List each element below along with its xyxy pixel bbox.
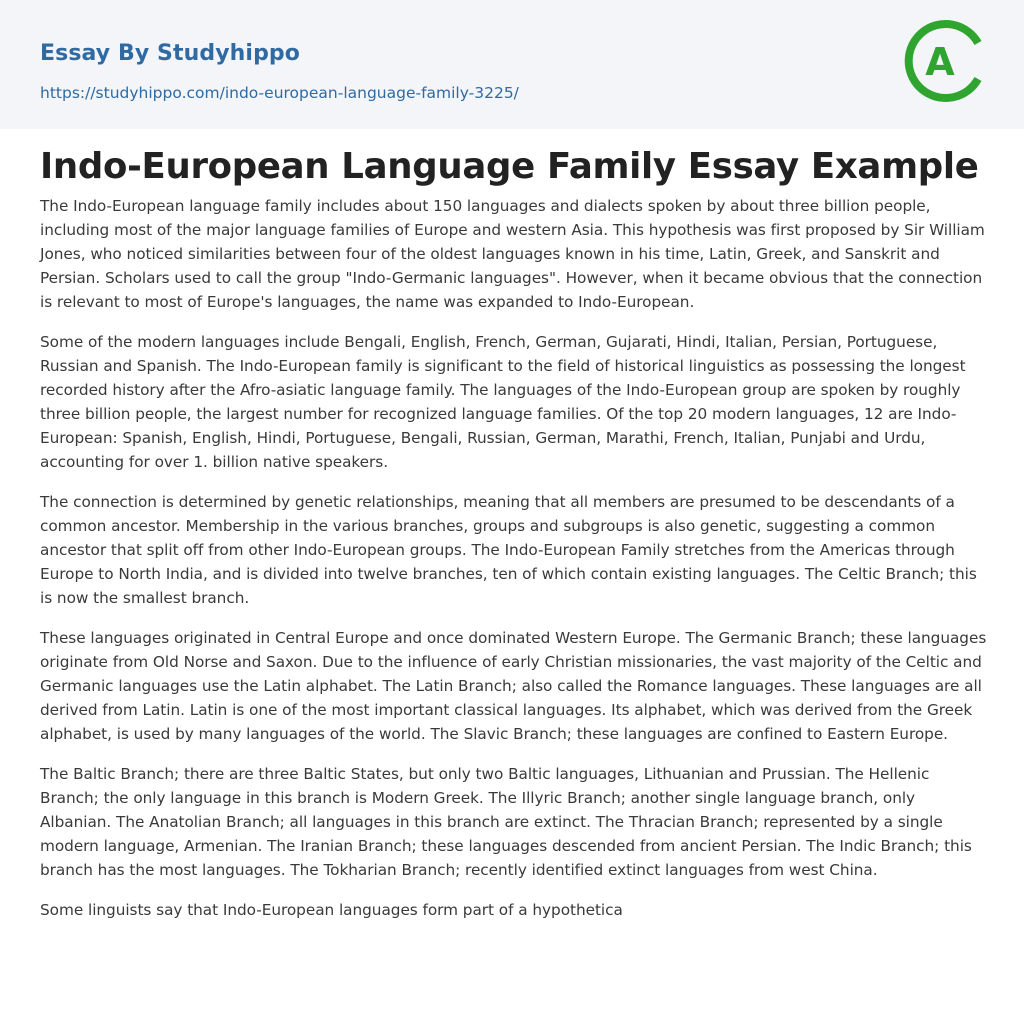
paragraph: Some of the modern languages include Bengali, English, French, German, Gujarati, Hindi, Italian, Persian, Portuguese, Russian and Spanish. The Indo-European family is significant to the field of historical linguistics as possessing the longest recorded history after the Afro-asiatic language family. The languages of the Indo-European group are spoken by roughly three billion people, the largest number for recognized language families. Of the top 20 modern languages, 12 are Indo-European: Spanish, English, Hindi, Portuguese, Bengali, Russian, German, Marathi, French, Italian, Punjabi and Urdu, accounting for over 1. billion native speakers. bbox=[40, 333, 966, 471]
studyhippo-logo-icon[interactable] bbox=[904, 18, 990, 104]
article-url-link[interactable]: https://studyhippo.com/indo-european-language-family-3225/ bbox=[40, 84, 519, 102]
paragraph: The Baltic Branch; there are three Baltic States, but only two Baltic languages, Lithuanian and Prussian. The Hellenic Branch; the only language in this branch is Modern Greek. The Illyric Branch; another single language branch, only Albanian. The Anatolian Branch; all languages in this branch are extinct. The Thracian Branch; represented by a single modern language, Armenian. The Iranian Branch; these languages descended from ancient Persian. The Indic Branch; this branch has the most languages. The Tokharian Branch; recently identified extinct languages from west China. bbox=[40, 765, 972, 879]
paragraph: The connection is determined by genetic relationships, meaning that all members are presumed to be descendants of a common ancestor. Membership in the various branches, groups and subgroups is also genetic, suggesting a common ancestor that split off from other Indo-European groups. The Indo-European Family stretches from the Americas through Europe to North India, and is divided into twelve branches, ten of which contain existing languages. The Celtic Branch; this is now the smallest branch. bbox=[40, 493, 977, 607]
paragraph: Some linguists say that Indo-European languages form part of a hypothetica bbox=[40, 901, 623, 919]
paragraph: These languages originated in Central Europe and once dominated Western Europe. The Germanic Branch; these languages originate from Old Norse and Saxon. Due to the influence of early Christian missionaries, the vast majority of the Celtic and Germanic languages use the Latin alphabet. The Latin Branch; also called the Romance languages. These languages are all derived from Latin. Latin is one of the most important classical languages. Its alphabet, which was derived from the Greek alphabet, is used by many languages of the world. The Slavic Branch; these languages are confined to Eastern Europe. bbox=[40, 629, 987, 743]
site-header bbox=[0, 0, 1024, 129]
paragraph: The Indo-European language family includes about 150 languages and dialects spoken by about three billion people, including most of the major language families of Europe and western Asia. This hypothesis was first proposed by Sir William Jones, who noticed similarities between four of the oldest languages known in his time, Latin, Greek, and Sanskrit and Persian. Scholars used to call the group "Indo-Germanic languages". However, when it became obvious that the connection is relevant to most of Europe's languages, the name was expanded to Indo-European. bbox=[40, 197, 985, 311]
page-title: Indo-European Language Family Essay Example bbox=[40, 146, 979, 187]
logo-letter: A bbox=[925, 40, 955, 84]
site-title[interactable]: Essay By Studyhippo bbox=[40, 41, 300, 66]
article-body bbox=[40, 194, 990, 938]
